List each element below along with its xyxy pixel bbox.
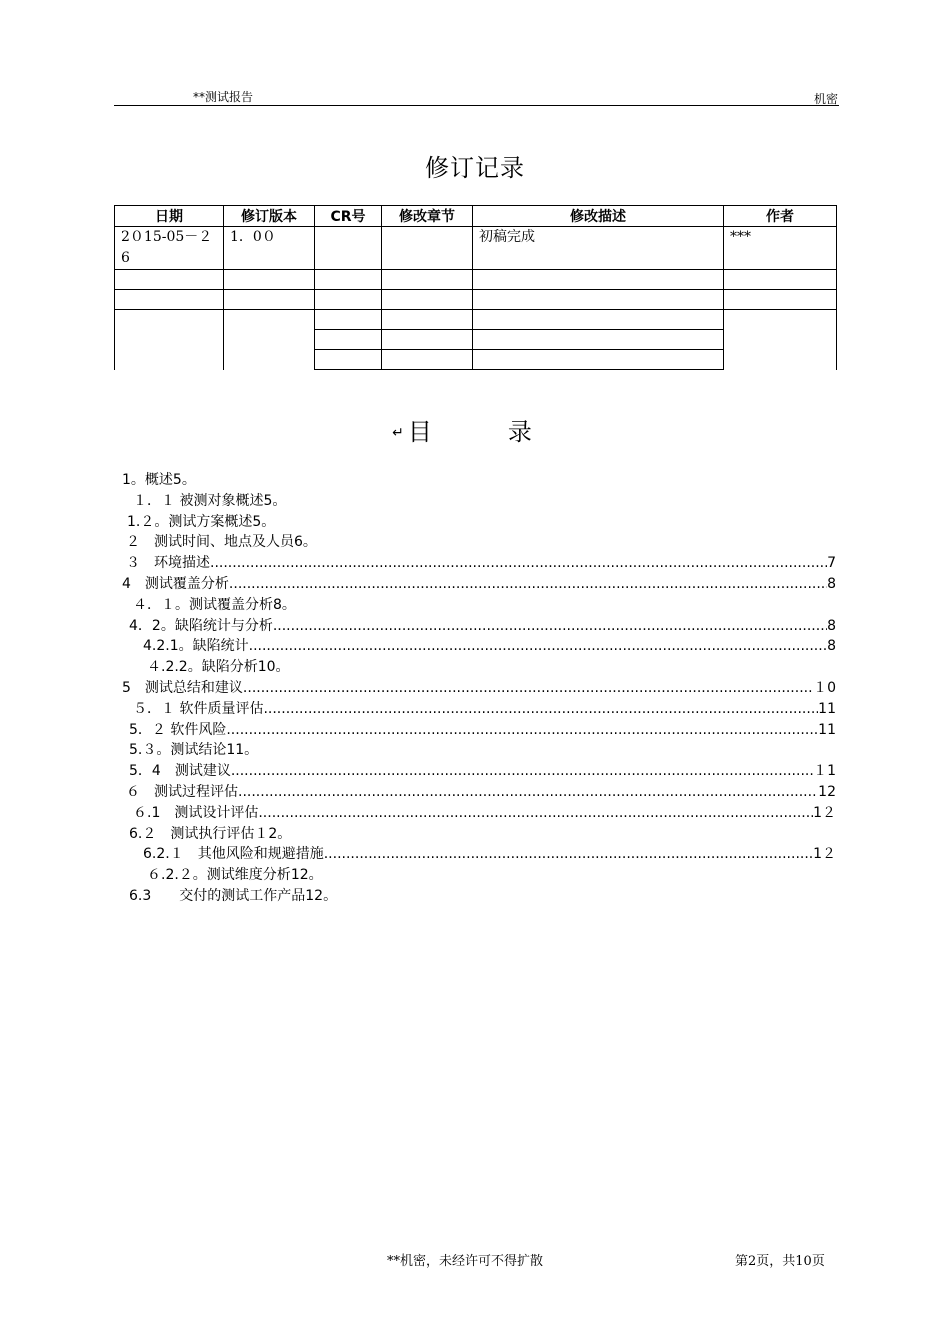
toc-entry-label: １．１ 被测对象概述	[133, 492, 264, 509]
toc-entry[interactable]	[129, 720, 836, 740]
col-cr: CR号	[315, 206, 382, 227]
toc-entry-page: 12。	[305, 888, 338, 904]
toc-entry-label: 6.2.１ 其他风险和规避措施	[143, 846, 324, 863]
table-row	[115, 310, 837, 330]
toc-entry[interactable]	[122, 678, 836, 698]
toc-entry-page: 11	[818, 721, 836, 738]
cell-section	[382, 227, 473, 270]
toc-entry-label: 4.2.1。缺陷统计	[143, 638, 249, 655]
toc-entry[interactable]	[122, 574, 836, 594]
toc-leader-dots	[263, 699, 818, 719]
cell-empty	[473, 310, 724, 330]
cell-empty	[724, 270, 837, 290]
toc-leader-dots	[226, 720, 818, 740]
revision-table	[114, 205, 837, 370]
toc-entry-label: 1。概述	[122, 472, 173, 488]
footer-confidential-notice: **机密，未经许可不得扩散	[387, 1254, 544, 1269]
cell-empty	[382, 330, 473, 350]
toc-entry-page: 1２	[813, 846, 836, 863]
toc-entry[interactable]	[147, 657, 290, 677]
table-row	[115, 227, 837, 270]
cell-empty	[473, 350, 724, 370]
toc-entry-label: ２ 测试时间、地点及人员	[126, 534, 294, 551]
col-section: 修改章节	[382, 206, 473, 227]
toc-entry-label: ６.1 测试设计评估	[133, 804, 259, 821]
toc-entry[interactable]	[133, 699, 836, 719]
cell-empty	[115, 290, 224, 310]
toc-entry-label: ４．１。测试覆盖分析	[133, 596, 273, 613]
toc-entry-page: 10。	[257, 659, 290, 676]
toc-entry-page: １2。	[254, 825, 292, 842]
revision-header-row	[115, 206, 837, 227]
cell-empty	[382, 350, 473, 370]
cell-empty	[473, 330, 724, 350]
cell-date: 2０15-05－２6	[115, 227, 224, 270]
toc-entry-label: 5.３。测试结论	[129, 742, 227, 759]
cell-empty	[115, 270, 224, 290]
toc-leader-dots	[210, 553, 827, 573]
toc-entry-label: 6.3 交付的测试工作产品	[129, 888, 306, 904]
toc-entry-page: 8。	[273, 596, 296, 613]
cell-author: ***	[724, 227, 837, 270]
col-description: 修改描述	[473, 206, 724, 227]
toc-leader-dots	[231, 761, 813, 781]
table-row	[115, 290, 837, 310]
cell-empty	[473, 270, 724, 290]
return-mark-icon: ↵	[392, 425, 404, 441]
toc-entry[interactable]	[129, 761, 836, 781]
cell-version: 1．0０	[224, 227, 315, 270]
toc-entry-label: ４.2.2。缺陷分析	[147, 659, 258, 676]
toc-leader-dots	[243, 678, 813, 698]
toc-entry-label: 5．4 测试建议	[129, 763, 231, 780]
toc-entry-label: 1.２。测试方案概述	[127, 513, 253, 530]
toc-entry-page: 5。	[252, 513, 276, 530]
toc-entry-label: 4 测试覆盖分析	[122, 576, 229, 592]
toc-entry-page: 1２	[813, 804, 836, 821]
toc-leader-dots	[229, 574, 827, 594]
toc-entry[interactable]	[126, 553, 836, 573]
toc-entry-label: 5 测试总结和建议	[122, 680, 243, 696]
cell-empty	[724, 290, 837, 310]
toc-entry[interactable]	[129, 886, 337, 906]
toc-leader-dots	[249, 636, 827, 656]
toc-entry-page: １0	[813, 680, 836, 696]
cell-empty	[224, 310, 315, 370]
toc-leader-dots	[273, 616, 827, 636]
cell-empty	[315, 310, 382, 330]
toc-leader-dots	[258, 803, 813, 823]
toc-entry[interactable]	[133, 491, 286, 511]
toc-entry-label: 6.２ 测试执行评估	[129, 825, 255, 842]
toc-entry-page: 11。	[226, 742, 259, 759]
toc-entry[interactable]	[147, 865, 323, 885]
toc-entry[interactable]	[133, 803, 836, 823]
header-doc-title: **测试报告	[193, 90, 254, 104]
toc-title	[0, 412, 950, 447]
toc-entry-page: 11	[818, 700, 836, 717]
toc-entry-page: 8	[827, 576, 836, 592]
cell-empty	[315, 270, 382, 290]
cell-empty	[473, 290, 724, 310]
toc-entry-page: 8	[827, 617, 836, 634]
cell-empty	[224, 290, 315, 310]
header-confidential: 机密	[813, 92, 838, 106]
cell-empty	[382, 310, 473, 330]
toc-entry-page: 8	[827, 638, 836, 655]
cell-empty	[315, 350, 382, 370]
cell-description: 初稿完成	[473, 227, 724, 270]
cell-empty	[724, 310, 837, 370]
cell-empty	[382, 290, 473, 310]
toc-entry-label: ６ 测试过程评估	[126, 784, 238, 800]
toc-entry-label: ５．１ 软件质量评估	[133, 700, 264, 717]
toc-entry-page: 12。	[290, 867, 323, 884]
col-version: 修订版本	[224, 206, 315, 227]
header-rule	[114, 105, 839, 106]
toc-entry[interactable]	[126, 532, 317, 552]
toc-entry-page: 6。	[294, 534, 317, 551]
toc-entry[interactable]	[143, 636, 836, 656]
toc-entry-label: 5．２ 软件风险	[129, 721, 227, 738]
toc-entry-label: ６.2.２。测试维度分析	[147, 867, 291, 884]
cell-cr	[315, 227, 382, 270]
toc-entry-label: 4．2。缺陷统计与分析	[129, 617, 273, 634]
cell-empty	[382, 270, 473, 290]
revision-record-title: 修订记录	[425, 154, 525, 182]
toc-title-text: 目 录	[407, 418, 558, 446]
toc-leader-dots	[238, 782, 818, 802]
col-author: 作者	[724, 206, 837, 227]
cell-empty	[115, 310, 224, 370]
toc-entry-label: ３ 环境描述	[126, 555, 210, 572]
footer-page-number: 第2页，共10页	[735, 1254, 825, 1269]
toc-entry[interactable]	[122, 470, 196, 490]
toc-entry[interactable]	[143, 844, 836, 864]
col-date: 日期	[115, 206, 224, 227]
toc-entry[interactable]	[129, 740, 258, 760]
toc-entry[interactable]	[127, 512, 275, 532]
cell-empty	[315, 330, 382, 350]
toc-entry-page: 12	[818, 784, 836, 800]
table-row	[115, 270, 837, 290]
toc-entry[interactable]	[129, 616, 836, 636]
toc-entry[interactable]	[129, 824, 291, 844]
cell-empty	[224, 270, 315, 290]
cell-empty	[315, 290, 382, 310]
toc-leader-dots	[324, 844, 813, 864]
toc-entry[interactable]	[126, 782, 836, 802]
toc-entry-page: １1	[813, 763, 836, 780]
toc-entry[interactable]	[133, 595, 296, 615]
toc-entry-page: 7	[827, 555, 836, 572]
toc-entry-page: 5。	[263, 492, 287, 509]
toc-entry-page: 5。	[172, 472, 196, 488]
